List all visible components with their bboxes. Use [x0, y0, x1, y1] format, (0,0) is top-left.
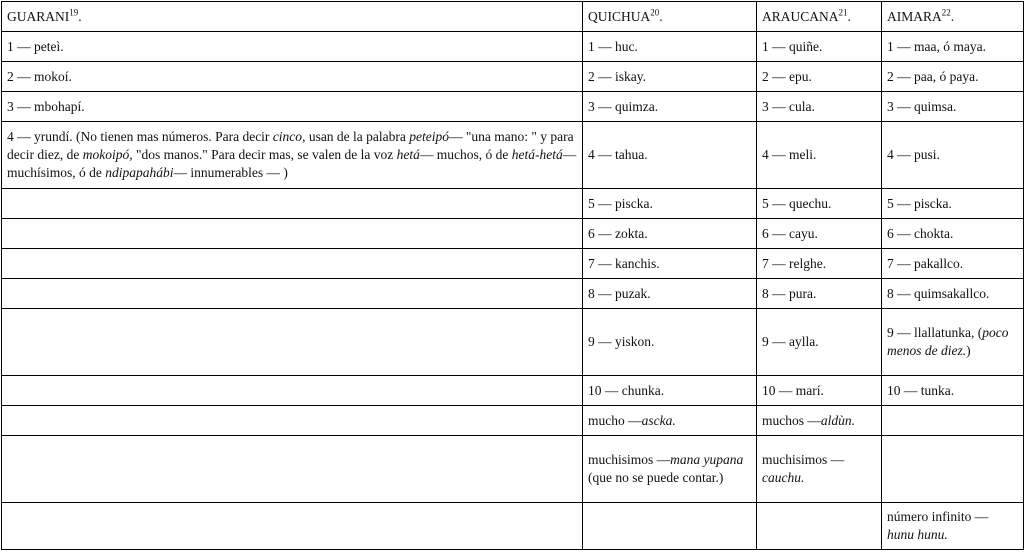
- cell-quichua: 8 — puzak.: [583, 279, 757, 309]
- cell-araucana: muchos —aldùn.: [757, 406, 882, 436]
- cell-guarani: [2, 219, 583, 249]
- table-row: [2, 62, 1024, 92]
- cell-aimara: 8 — quimsakallco.: [882, 279, 1024, 309]
- cell-araucana: 8 — pura.: [757, 279, 882, 309]
- cell-guarani: 2 — mokoí.: [2, 62, 583, 92]
- cell-aimara: 1 — maa, ó maya.: [882, 32, 1024, 62]
- table-row: [2, 279, 1024, 309]
- cell-quichua: 3 — quimza.: [583, 92, 757, 122]
- footnote-ref[interactable]: 22: [941, 7, 951, 17]
- cell-araucana: 1 — quiñe.: [757, 32, 882, 62]
- cell-guarani: [2, 406, 583, 436]
- cell-araucana: 7 — relghe.: [757, 249, 882, 279]
- cell-guarani: [2, 309, 583, 376]
- cell-aimara: 6 — chokta.: [882, 219, 1024, 249]
- cell-aimara: 5 — piscka.: [882, 189, 1024, 219]
- cell-quichua: muchisimos —mana yupana (que no se puede contar.): [583, 436, 757, 503]
- cell-araucana: 6 — cayu.: [757, 219, 882, 249]
- cell-quichua: 4 — tahua.: [583, 122, 757, 189]
- cell-guarani: [2, 503, 583, 550]
- cell-guarani: [2, 279, 583, 309]
- cell-aimara: 9 — llallatunka, (poco menos de diez.): [882, 309, 1024, 376]
- cell-araucana: 9 — aylla.: [757, 309, 882, 376]
- cell-araucana: 4 — meli.: [757, 122, 882, 189]
- cell-aimara: 10 — tunka.: [882, 376, 1024, 406]
- cell-araucana: 3 — cula.: [757, 92, 882, 122]
- table-row: [2, 32, 1024, 62]
- cell-quichua: 9 — yiskon.: [583, 309, 757, 376]
- cell-araucana: muchisimos — cauchu.: [757, 436, 882, 503]
- table-row: [2, 189, 1024, 219]
- cell-araucana: [757, 503, 882, 550]
- cell-aimara: número infinito — hunu hunu.: [882, 503, 1024, 550]
- cell-araucana: 2 — epu.: [757, 62, 882, 92]
- table-row: [2, 503, 1024, 550]
- table-row: [2, 309, 1024, 376]
- cell-quichua: 2 — iskay.: [583, 62, 757, 92]
- table-row: [2, 219, 1024, 249]
- table-row: [2, 249, 1024, 279]
- cell-quichua: 5 — piscka.: [583, 189, 757, 219]
- cell-guarani: 4 — yrundí. (No tienen mas números. Para decir cinco, usan de la palabra peteipó— "una mano: " y para decir diez, de mokoipó, "dos manos." Para decir mas, se valen de la voz hetá— muchos, ó de hetá-hetá— muchísimos, ó de ndipapahábi— innumerables — ): [2, 122, 583, 189]
- cell-araucana: 10 — marí.: [757, 376, 882, 406]
- cell-guarani: 1 — peteì.: [2, 32, 583, 62]
- table-row: [2, 436, 1024, 503]
- footnote-ref[interactable]: 20: [650, 7, 660, 17]
- cell-quichua: 10 — chunka.: [583, 376, 757, 406]
- cell-quichua: 1 — huc.: [583, 32, 757, 62]
- table-row: [2, 376, 1024, 406]
- cell-quichua: 6 — zokta.: [583, 219, 757, 249]
- table-row: [2, 122, 1024, 189]
- cell-guarani: [2, 376, 583, 406]
- cell-guarani: [2, 189, 583, 219]
- header-araucana: ARAUCANA$^{21}$.: [757, 2, 882, 32]
- cell-aimara: 4 — pusi.: [882, 122, 1024, 189]
- cell-aimara: 7 — pakallco.: [882, 249, 1024, 279]
- cell-aimara: 3 — quimsa.: [882, 92, 1024, 122]
- header-row: [2, 2, 1024, 32]
- cell-guarani: [2, 249, 583, 279]
- cell-aimara: [882, 436, 1024, 503]
- table-row: [2, 406, 1024, 436]
- cell-quichua: [583, 503, 757, 550]
- header-aimara: AIMARA$^{22}$.: [882, 2, 1024, 32]
- cell-aimara: [882, 406, 1024, 436]
- numerals-table: [1, 1, 1024, 550]
- header-quichua: QUICHUA$^{20}$.: [583, 2, 757, 32]
- cell-quichua: mucho —ascka.: [583, 406, 757, 436]
- table-row: [2, 92, 1024, 122]
- cell-guarani: 3 — mbohapí.: [2, 92, 583, 122]
- cell-guarani: [2, 436, 583, 503]
- footnote-ref[interactable]: 19: [69, 7, 79, 17]
- cell-quichua: 7 — kanchis.: [583, 249, 757, 279]
- cell-araucana: 5 — quechu.: [757, 189, 882, 219]
- footnote-ref[interactable]: 21: [838, 7, 848, 17]
- header-guarani: GUARANI$^{19}$.: [2, 2, 583, 32]
- cell-aimara: 2 — paa, ó paya.: [882, 62, 1024, 92]
